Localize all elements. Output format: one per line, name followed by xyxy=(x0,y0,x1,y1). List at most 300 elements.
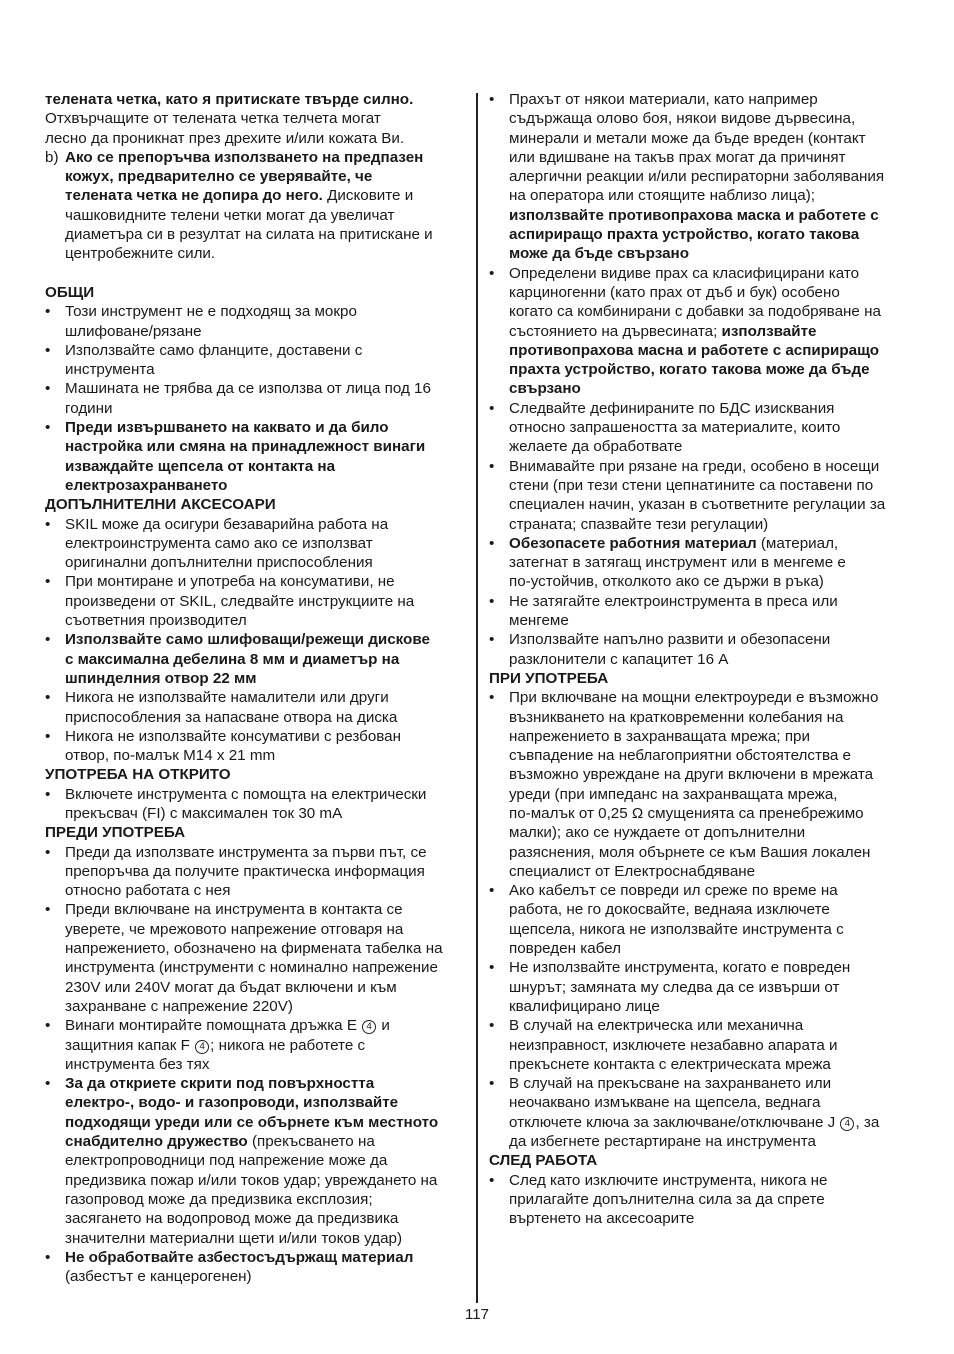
text-run: 230V или 240V могат да бъдат включени и към xyxy=(65,978,397,996)
text-run: шлифоване/рязане xyxy=(65,322,202,340)
text-line xyxy=(65,1229,465,1248)
bullet-marker: • xyxy=(45,727,51,745)
bold-text: може да бъде свързано xyxy=(509,245,690,263)
text-run: Преди да използвате инструмента за първи път, се xyxy=(65,843,427,861)
text-run: Преди включване на инструмента в контакта се xyxy=(65,901,403,919)
text-run: , за xyxy=(855,1113,880,1131)
left-column xyxy=(45,90,465,1286)
text-run: специален начин, указан в съответните регулации за xyxy=(509,496,886,514)
text-run: Дисковите и xyxy=(322,187,414,205)
bullet-item xyxy=(45,341,465,380)
text-line xyxy=(509,900,909,919)
text-run: малки); ако се нуждаете от допълнителни xyxy=(509,824,806,842)
item-label: b) xyxy=(45,148,59,166)
text-run: уреди (при импеданс на захранващата мрежа, xyxy=(509,785,838,803)
bullet-item xyxy=(489,688,909,881)
text-line xyxy=(65,322,465,341)
text-run: на оператора или стоящите наблизо лица); xyxy=(509,187,816,205)
text-run: отвор, по-малък M14 x 21 mm xyxy=(65,747,276,765)
bold-text: телената четка не допира до него. xyxy=(65,187,323,205)
text-run: центробежните сили. xyxy=(65,245,216,263)
text-run: предизвика пожар и/или токов удар; увреждането на xyxy=(65,1171,438,1189)
text-line xyxy=(65,592,465,611)
bullet-item xyxy=(45,785,465,824)
text-run: щепсела, никога не използвайте инструмента с xyxy=(509,920,844,938)
text-line xyxy=(509,997,909,1016)
bullet-item xyxy=(489,1074,909,1151)
text-line xyxy=(65,399,465,418)
bullet-item xyxy=(45,843,465,901)
bullet-item xyxy=(489,264,909,399)
bullet-marker: • xyxy=(45,515,51,533)
text-run: чашковидните телени четки могат да увеличат xyxy=(65,206,395,224)
text-line xyxy=(509,1190,909,1209)
text-line xyxy=(509,650,909,669)
bullet-marker: • xyxy=(45,573,51,591)
text-line xyxy=(509,360,909,379)
text-run: неочаквано измъкване на щепсела, веднага xyxy=(509,1094,821,1112)
bold-text: Ако се препоръчва използването на предпазен xyxy=(65,148,424,166)
text-line xyxy=(509,476,909,495)
bullet-item xyxy=(45,1248,465,1287)
bullet-marker: • xyxy=(45,1017,51,1035)
bullet-marker: • xyxy=(45,785,51,803)
bullet-item xyxy=(489,399,909,457)
text-line xyxy=(509,708,909,727)
bullet-item xyxy=(45,688,465,727)
bold-text: прахта устройство, когато такова може да бъде xyxy=(509,361,870,379)
text-run: съответния производител xyxy=(65,612,247,630)
text-run: Следвайте дефинираните по БДС изисквания xyxy=(509,399,835,417)
text-run: При монтиране и употреба на консумативи, не xyxy=(65,573,395,591)
text-line xyxy=(45,129,465,148)
text-line xyxy=(65,785,465,804)
section-heading: ОБЩИ xyxy=(45,283,95,301)
text-line xyxy=(45,109,465,128)
bold-text: използвайте противопрахова маска и работете с xyxy=(509,206,879,224)
text-run: газопровод може да предизвика експлозия; xyxy=(65,1190,373,1208)
text-line xyxy=(65,1113,465,1132)
bullet-marker: • xyxy=(489,592,495,610)
text-line xyxy=(509,186,909,205)
text-line xyxy=(509,1113,909,1132)
text-line xyxy=(509,437,909,456)
text-run: затегнат в затягащ инструмент или в менгеме е xyxy=(509,554,846,572)
bullet-item xyxy=(45,572,465,630)
text-run: диаметъра си в резултат на силата на притискане и xyxy=(65,226,433,244)
column-divider xyxy=(476,93,478,1303)
text-run: квалифицирано лице xyxy=(509,997,660,1015)
text-line xyxy=(509,379,909,398)
bold-text: използвайте xyxy=(721,322,817,340)
text-line xyxy=(509,630,909,649)
bullet-item xyxy=(489,881,909,958)
text-run: страната; спазвайте тези регулации) xyxy=(509,515,769,533)
text-run: възможно увреждане на други включени в мрежата xyxy=(509,766,874,784)
section-heading: СЛЕД РАБОТА xyxy=(489,1152,598,1170)
text-run: и xyxy=(377,1017,390,1035)
text-run: съвпадение на неблагоприятни обстоятелства е xyxy=(509,747,851,765)
bullet-item xyxy=(45,1074,465,1248)
text-run: Този инструмент не е подходящ за мокро xyxy=(65,303,357,321)
text-line xyxy=(65,958,465,977)
text-run: стени (при тези стени цепнатините са поставени по xyxy=(509,476,874,494)
text-run: значителни материални щети и/или токов удар) xyxy=(65,1229,403,1247)
text-line xyxy=(509,283,909,302)
bullet-marker: • xyxy=(489,882,495,900)
text-line xyxy=(509,978,909,997)
text-run: разяснения, моля обърнете се към Вашия локален xyxy=(509,843,871,861)
bullet-item xyxy=(489,457,909,534)
bullet-marker: • xyxy=(489,1171,495,1189)
bullet-marker: • xyxy=(45,380,51,398)
text-line xyxy=(509,881,909,900)
text-run: възникването на кратковременни колебания на xyxy=(509,708,844,726)
text-line xyxy=(509,1074,909,1093)
text-line xyxy=(509,823,909,842)
text-run: В случай на електрическа или механична xyxy=(509,1017,804,1035)
text-run: Никога не използвайте намалители или други xyxy=(65,689,389,707)
bold-text: Преди извършването на каквато и да било xyxy=(65,419,389,437)
figure-ref-marker: 4 xyxy=(840,1117,854,1131)
text-run: препоръчва да получите практическа информация xyxy=(65,862,425,880)
text-run: по-устойчив, отколкото ако се държи в ръка) xyxy=(509,573,824,591)
text-line xyxy=(65,650,465,669)
spacer xyxy=(45,264,465,283)
text-line xyxy=(65,727,465,746)
text-line xyxy=(65,1074,465,1093)
text-run: След като изключите инструмента, никога не xyxy=(509,1171,828,1189)
text-run: да избегнете рестартиране на инструмента xyxy=(509,1133,816,1151)
text-line xyxy=(65,418,465,437)
text-line xyxy=(65,225,465,244)
text-line xyxy=(65,611,465,630)
text-run: години xyxy=(65,399,113,417)
bullet-marker: • xyxy=(489,689,495,707)
text-run: напрежението в захранващата мрежа; при xyxy=(509,727,810,745)
text-line xyxy=(509,1132,909,1151)
text-line xyxy=(65,476,465,495)
text-line xyxy=(509,129,909,148)
text-line xyxy=(509,341,909,360)
text-line xyxy=(509,1093,909,1112)
bold-text: електрозахранването xyxy=(65,476,228,494)
text-line xyxy=(65,1267,465,1286)
bullet-item xyxy=(45,515,465,573)
text-run: Ако кабелът се повреди ил среже по време на xyxy=(509,882,838,900)
text-line xyxy=(65,1093,465,1112)
section-heading: УПОТРЕБА НА ОТКРИТО xyxy=(45,766,231,784)
text-run: електроинструмента само ако се използват xyxy=(65,534,373,552)
bold-text: противопрахова масна и работете с аспириращо xyxy=(509,341,879,359)
bullet-item xyxy=(489,1171,909,1229)
bullet-item xyxy=(489,592,909,631)
text-line xyxy=(509,244,909,263)
text-line xyxy=(65,1209,465,1228)
text-line xyxy=(509,457,909,476)
bullet-marker: • xyxy=(45,689,51,707)
bullet-marker: • xyxy=(45,631,51,649)
text-run: електропроводници под напрежение може да xyxy=(65,1152,388,1170)
bullet-item xyxy=(45,630,465,688)
bold-text: с максимална дебелина 8 мм и диаметър на xyxy=(65,650,400,668)
text-run: SKIL може да осигури безаварийна работа на xyxy=(65,515,389,533)
bullet-marker: • xyxy=(45,843,51,861)
text-run: специалист от Електроснабдяване xyxy=(509,862,756,880)
text-run: Не затягайте електроинструмента в преса или xyxy=(509,592,838,610)
text-line xyxy=(509,785,909,804)
section-heading: ПРИ УПОТРЕБА xyxy=(489,669,609,687)
text-line xyxy=(65,457,465,476)
bullet-marker: • xyxy=(489,534,495,552)
text-run: менгеме xyxy=(509,612,569,630)
bullet-marker: • xyxy=(45,341,51,359)
text-line xyxy=(509,90,909,109)
bullet-item xyxy=(45,727,465,766)
bold-text: електро-, водо- и газопроводи, използвайте xyxy=(65,1094,399,1112)
text-line xyxy=(65,534,465,553)
text-line xyxy=(65,148,465,167)
text-run: работа, не го докосвайте, веднаяа изключете xyxy=(509,901,830,919)
text-line xyxy=(509,399,909,418)
text-line xyxy=(65,630,465,649)
text-run: желаете да обработвате xyxy=(509,438,683,456)
text-line xyxy=(509,804,909,823)
text-run: произведени от SKIL, следвайте инструкциите на xyxy=(65,592,415,610)
text-line xyxy=(65,1055,465,1074)
text-line xyxy=(65,978,465,997)
text-line xyxy=(65,1190,465,1209)
bullet-marker: • xyxy=(489,457,495,475)
text-run: повреден кабел xyxy=(509,940,621,958)
text-line xyxy=(65,920,465,939)
text-run: алергични реакции и/или респираторни заболявания xyxy=(509,168,885,186)
text-run: по-малък от 0,25 Ω смущенията са пренебрежимо xyxy=(509,804,864,822)
bullet-marker: • xyxy=(489,399,495,417)
bold-text: подходящи уреди или се обърнете към местното xyxy=(65,1113,439,1131)
text-run: инструмента без тях xyxy=(65,1055,210,1073)
text-run: инструмента xyxy=(65,361,155,379)
text-run: При включване на мощни електроуреди е възможно xyxy=(509,689,879,707)
text-line xyxy=(509,418,909,437)
text-line xyxy=(509,534,909,553)
text-line xyxy=(65,437,465,456)
text-run: Отхвърчащите от телената четка телчета могат xyxy=(45,110,381,128)
text-line xyxy=(509,109,909,128)
bullet-item xyxy=(45,1016,465,1074)
text-run: карциногенни (като прах от дъб и бук) особено xyxy=(509,283,840,301)
text-run: прилагайте допълнителна сила за да спрете xyxy=(509,1190,825,1208)
text-line xyxy=(509,958,909,977)
bold-text: Обезопасете работния материал xyxy=(509,534,757,552)
bold-text: снабдително дружество xyxy=(65,1133,248,1151)
text-line xyxy=(65,881,465,900)
text-run: лесно да проникнат през дрехите и/или кожата Ви. xyxy=(45,129,405,147)
text-line xyxy=(65,1248,465,1267)
text-line xyxy=(509,746,909,765)
text-line xyxy=(65,186,465,205)
text-run: разклонители с капацитет 16 A xyxy=(509,650,729,668)
text-line xyxy=(65,1036,465,1055)
text-run: В случай на прекъсване на захранването или xyxy=(509,1075,832,1093)
text-run: неизправност, изключете незабавно апарата и xyxy=(509,1036,838,1054)
text-run: относно запрашеността за материалите, които xyxy=(509,419,841,437)
text-run: Винаги монтирайте помощната дръжка E xyxy=(65,1017,362,1035)
text-run: Внимавайте при рязане на греди, особено в носещи xyxy=(509,457,880,475)
bullet-marker: • xyxy=(489,264,495,282)
bold-text: За да откриете скрити под повърхността xyxy=(65,1075,375,1093)
text-line xyxy=(65,669,465,688)
text-line xyxy=(509,167,909,186)
text-run: приспособления за напасване отвора на диска xyxy=(65,708,398,726)
text-line xyxy=(509,572,909,591)
bullet-marker: • xyxy=(489,91,495,108)
text-line xyxy=(509,148,909,167)
bullet-marker: • xyxy=(45,1248,51,1266)
text-run: захранване с напрежение 220V) xyxy=(65,997,293,1015)
section-heading: ПРЕДИ УПОТРЕБА xyxy=(45,824,186,842)
text-run: засягането на водопровод може да предизвика xyxy=(65,1210,399,1228)
text-run: Използвайте само фланците, доставени с xyxy=(65,341,363,359)
figure-ref-marker: 4 xyxy=(362,1020,376,1034)
text-line xyxy=(509,225,909,244)
text-run: Не използвайте инструмента, когато е повреден xyxy=(509,959,851,977)
text-line xyxy=(65,1171,465,1190)
text-run: когато са комбинирани с добавки за подобряване на xyxy=(509,303,881,321)
text-line xyxy=(509,553,909,572)
bullet-marker: • xyxy=(45,419,51,437)
bullet-item xyxy=(489,958,909,1016)
bullet-marker: • xyxy=(489,959,495,977)
text-run: състоянието на дървесината; xyxy=(509,322,722,340)
text-line xyxy=(65,708,465,727)
text-run: Никога не използвайте консумативи с резбован xyxy=(65,727,401,745)
bold-text: Използвайте само шлифоващи/режещи дискове xyxy=(65,631,430,649)
text-run: отключете ключа за заключване/отключване J xyxy=(509,1113,840,1131)
bullet-marker: • xyxy=(45,303,51,321)
text-line xyxy=(509,688,909,707)
text-line xyxy=(509,843,909,862)
text-line xyxy=(509,862,909,881)
text-line xyxy=(65,244,465,263)
bullet-marker: • xyxy=(45,1075,51,1093)
text-line xyxy=(509,727,909,746)
text-run: прекъснете контакта с електрическата мрежа xyxy=(509,1055,831,1073)
text-line xyxy=(65,167,465,186)
bold-text: кожух, предварително се уверявайте, че xyxy=(65,168,373,186)
text-line xyxy=(509,920,909,939)
text-run: оригинални допълнителни приспособления xyxy=(65,554,373,572)
text-line xyxy=(509,765,909,784)
bullet-item xyxy=(489,630,909,669)
text-run: (прекъсването на xyxy=(247,1133,375,1151)
bullet-marker: • xyxy=(489,1075,495,1093)
text-line xyxy=(509,1209,909,1228)
text-line xyxy=(45,90,465,109)
bold-text: Не обработвайте азбестосъдържащ материал xyxy=(65,1248,414,1266)
figure-ref-marker: 4 xyxy=(195,1040,209,1054)
text-run: прекъсвач (FI) с максимален ток 30 mA xyxy=(65,804,343,822)
section-heading: ДОПЪЛНИТЕЛНИ АКСЕСОАРИ xyxy=(45,496,276,514)
text-line xyxy=(65,379,465,398)
text-line xyxy=(65,341,465,360)
text-run: уверете, че мрежовото напрежение отговаря на xyxy=(65,920,404,938)
text-line xyxy=(509,206,909,225)
text-line xyxy=(509,592,909,611)
text-run: Определени видиве прах са класифицирани като xyxy=(509,264,860,282)
page-number: 117 xyxy=(465,1306,489,1323)
bullet-item xyxy=(489,1016,909,1074)
text-line xyxy=(65,360,465,379)
text-line xyxy=(509,495,909,514)
bold-text: изваждайте щепсела от контакта на xyxy=(65,457,336,475)
text-run: напрежението, обозначено на фирмената табелка на xyxy=(65,940,443,958)
text-line xyxy=(65,572,465,591)
text-run: или вдишване на такъв прах могат да причинят xyxy=(509,148,846,166)
bullet-item xyxy=(45,900,465,1016)
bullet-item xyxy=(45,418,465,495)
text-run: Прахът от някои материали, като например xyxy=(509,91,818,108)
bold-text: телената четка, като я притискате твърде силно. xyxy=(45,91,414,108)
text-line xyxy=(509,302,909,321)
text-line xyxy=(509,611,909,630)
text-run: (азбестът е канцерогенен) xyxy=(65,1268,252,1286)
text-run: (материал, xyxy=(756,534,839,552)
bold-text: шпинделния отвор 22 мм xyxy=(65,669,257,687)
text-line xyxy=(509,264,909,283)
text-line xyxy=(509,1055,909,1074)
text-line xyxy=(65,302,465,321)
lettered-item-b xyxy=(45,148,465,264)
text-run: Машината не трябва да се използва от лица под 16 xyxy=(65,380,431,398)
text-run: ; никога не работете с xyxy=(210,1036,366,1054)
text-line xyxy=(65,900,465,919)
text-line xyxy=(65,1132,465,1151)
text-line xyxy=(65,939,465,958)
text-run: инструмента (инструменти с номинално напрежение xyxy=(65,959,438,977)
bullet-item xyxy=(45,302,465,341)
bullet-item xyxy=(489,534,909,592)
text-line xyxy=(65,804,465,823)
text-line xyxy=(509,515,909,534)
text-line xyxy=(509,1016,909,1035)
text-run: Включете инструмента с помощта на електрически xyxy=(65,785,427,803)
text-line xyxy=(65,206,465,225)
text-line xyxy=(65,1151,465,1170)
bullet-marker: • xyxy=(489,631,495,649)
text-line xyxy=(65,997,465,1016)
bullet-item xyxy=(489,90,909,264)
text-line xyxy=(509,939,909,958)
bullet-item xyxy=(45,379,465,418)
text-line xyxy=(65,688,465,707)
text-run: съдържаща олово боя, някои видове дървесина, xyxy=(509,110,856,128)
bold-text: свързано xyxy=(509,380,581,398)
text-run: шнурът; замяната му следва да се извърши от xyxy=(509,978,840,996)
text-run: Използвайте напълно развити и обезопасени xyxy=(509,631,831,649)
text-line xyxy=(65,862,465,881)
text-line xyxy=(65,746,465,765)
text-line xyxy=(509,1171,909,1190)
text-run: въртенето на аксесоарите xyxy=(509,1210,695,1228)
text-line xyxy=(509,322,909,341)
text-line xyxy=(65,843,465,862)
text-run: защитния капак F xyxy=(65,1036,195,1054)
bullet-marker: • xyxy=(45,901,51,919)
text-line xyxy=(65,515,465,534)
bold-text: настройка или смяна на принадлежност винаги xyxy=(65,438,426,456)
text-run: относно работата с нея xyxy=(65,882,231,900)
